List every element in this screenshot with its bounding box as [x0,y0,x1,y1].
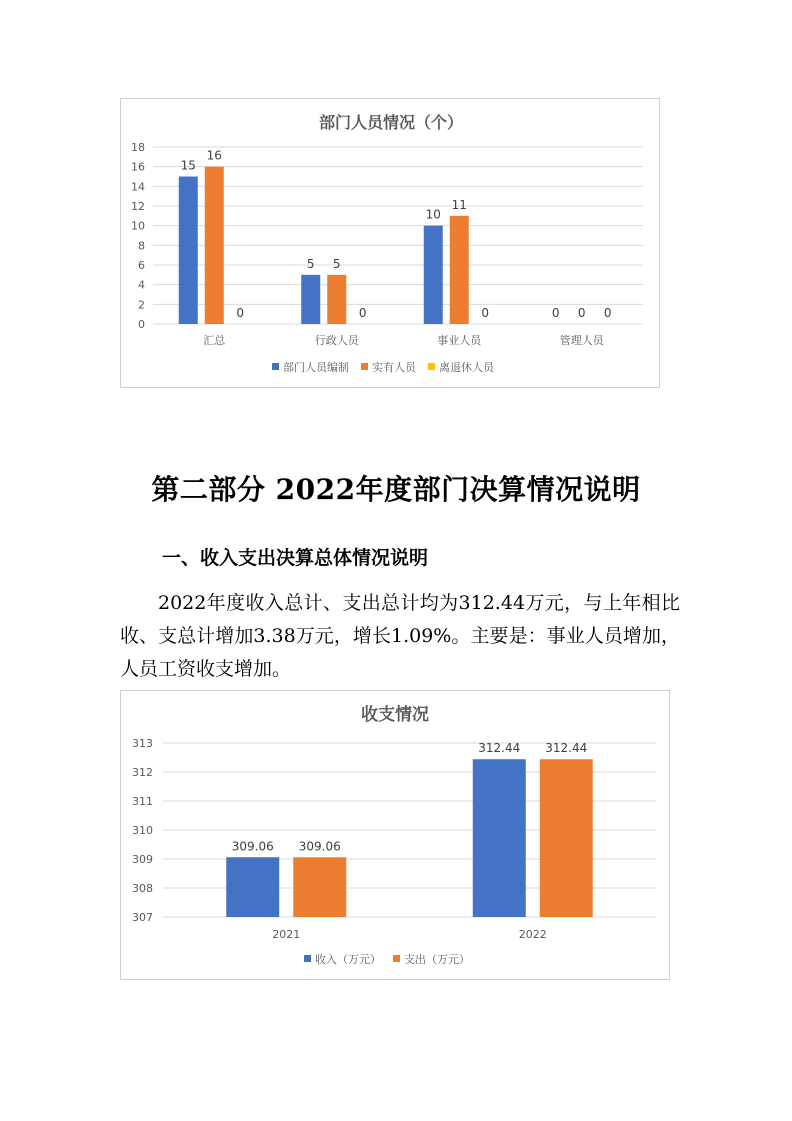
y-tick-label: 313 [132,737,153,750]
y-tick-label: 10 [131,219,145,233]
data-label: 16 [206,148,222,163]
legend-swatch [428,363,435,370]
y-tick-label: 310 [132,824,153,837]
y-tick-label: 14 [131,180,145,194]
legend-swatch [272,363,279,370]
income-expense-chart [120,690,670,980]
legend-swatch [393,955,400,962]
bar-2 [327,275,346,324]
data-label: 0 [481,306,490,320]
y-tick-label: 308 [132,882,153,895]
bar-2 [293,857,346,917]
y-tick-label: 12 [131,200,145,213]
legend-label: 离退休人员 [439,361,494,374]
data-label: 0 [603,306,612,320]
bar-1 [226,857,279,917]
y-tick-label: 18 [131,141,145,154]
y-tick-label: 6 [138,259,145,272]
data-label: 10 [425,207,441,222]
x-category-label: 管理人员 [559,334,604,347]
data-label: 312.44 [545,741,588,756]
chart-title: 部门人员情况（个） [318,113,464,132]
legend-label: 支出（万元） [404,953,470,966]
data-label: 0 [577,306,586,320]
data-label: 5 [332,256,341,271]
bar-1 [424,226,443,324]
data-label: 11 [451,197,467,212]
legend-label: 实有人员 [372,361,416,374]
bar-1 [179,177,198,325]
summary-paragraph: 2022年度收入总计、支出总计均为312.44万元，与上年相比收、支总计增加3.38万元，增长1.09%。主要是：事业人员增加，人员工资收支增加。 [120,592,680,680]
legend-swatch [361,363,368,370]
data-label: 312.44 [478,741,521,756]
y-tick-label: 309 [132,853,153,866]
bar-2 [205,167,224,324]
y-tick-label: 312 [132,766,153,779]
bar-1 [473,759,526,917]
staff-chart [120,98,660,388]
data-label: 0 [358,306,367,320]
legend-label: 收入（万元） [315,953,381,966]
x-category-label: 汇总 [203,334,226,347]
y-tick-label: 311 [132,795,153,808]
section-title: 第二部分 2022年度部门决算情况说明 [151,473,641,506]
chart-title: 收支情况 [361,705,429,725]
x-category-label: 事业人员 [437,334,482,347]
subsection-title: 一、收入支出决算总体情况说明 [162,547,429,569]
y-tick-label: 16 [131,160,145,174]
y-tick-label: 2 [138,298,145,312]
income-expense-chart-svg [121,691,669,979]
y-tick-label: 4 [138,278,145,292]
data-label: 309.06 [298,839,341,854]
y-tick-label: 0 [138,318,145,331]
staff-chart-svg [121,99,659,387]
bar-2 [450,216,469,324]
y-tick-label: 8 [138,239,145,253]
legend-swatch [304,955,311,962]
data-label: 15 [180,158,196,173]
data-label: 0 [236,306,245,320]
bar-1 [301,275,320,324]
data-label: 0 [551,306,560,320]
data-label: 5 [306,256,315,271]
x-category-label: 2021 [272,928,301,941]
x-category-label: 2022 [518,928,547,941]
y-tick-label: 307 [132,911,153,924]
x-category-label: 行政人员 [314,334,359,347]
legend-label: 部门人员编制 [283,361,349,374]
bar-2 [540,759,593,917]
data-label: 309.06 [231,839,274,854]
